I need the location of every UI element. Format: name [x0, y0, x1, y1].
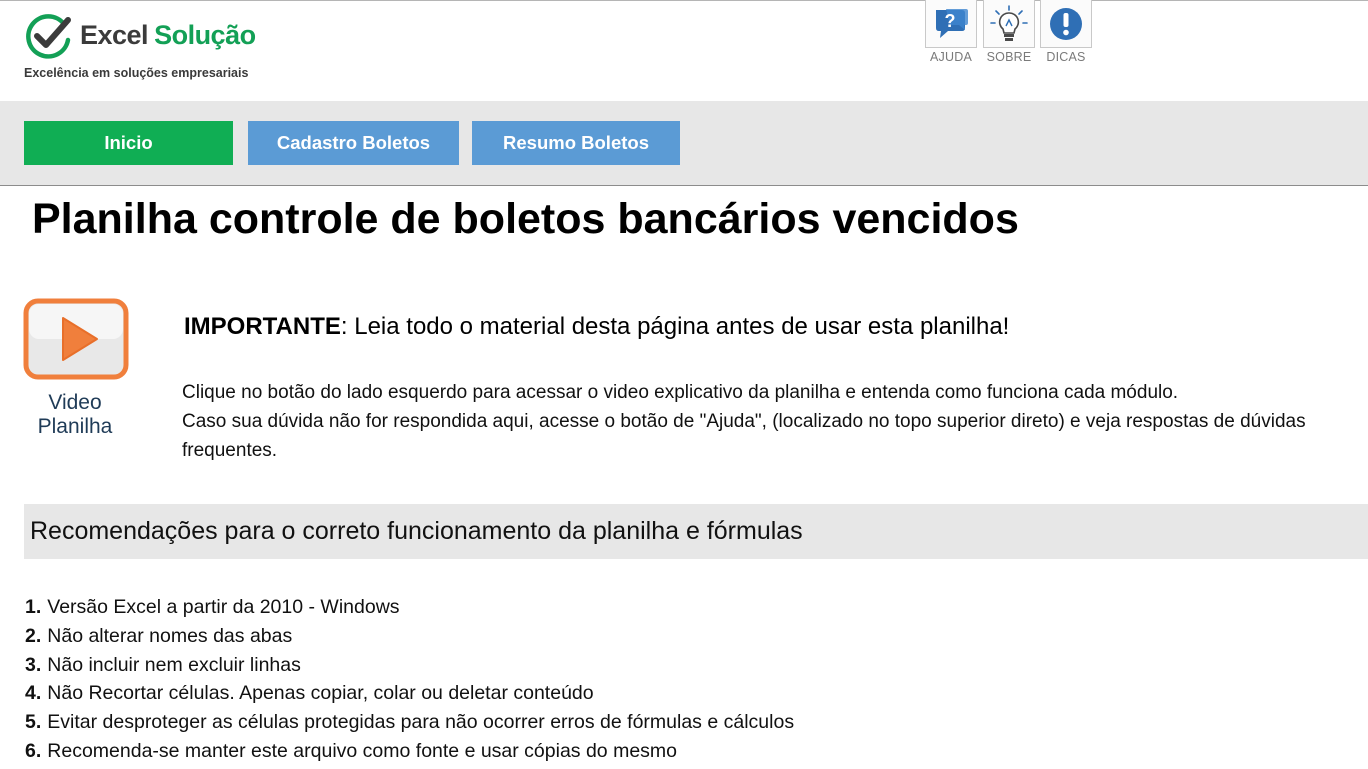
brand-name	[80, 20, 256, 51]
important-label: IMPORTANTE	[184, 313, 341, 340]
intro-line-1: Clique no botão do lado esquerdo para acessar o video explicativo da planilha e entenda como funciona cada módulo.	[182, 382, 1179, 403]
sobre-icon-box	[983, 0, 1035, 48]
nav-inicio-button[interactable]: Inicio	[24, 121, 233, 165]
intro-text	[182, 378, 1368, 465]
video-label	[22, 391, 128, 439]
video-label-line1: Video	[48, 391, 102, 414]
help-chat-icon	[932, 5, 970, 43]
list-item-number: 5.	[25, 711, 42, 734]
list-item-number: 3.	[25, 653, 42, 676]
video-play-icon	[23, 298, 129, 382]
list-item-number: 6.	[25, 739, 42, 762]
video-label-line2: Planilha	[37, 415, 113, 438]
important-text: : Leia todo o material desta página antes de usar esta planilha!	[340, 313, 1010, 340]
ajuda-label: AJUDA	[930, 50, 972, 64]
list-item	[25, 651, 794, 680]
brand-tagline: Excelência em soluções empresariais	[24, 66, 249, 80]
check-badge-icon	[24, 12, 74, 62]
nav-cadastro-boletos-button[interactable]: Cadastro Boletos	[248, 121, 459, 165]
ajuda-icon-box	[925, 0, 977, 48]
sobre-label: SOBRE	[986, 50, 1032, 64]
nav-resumo-boletos-button[interactable]: Resumo Boletos	[472, 121, 680, 165]
list-item-text: Evitar desproteger as células protegidas para não ocorrer erros de fórmulas e cálculos	[47, 711, 795, 734]
brand-name-excel: Excel	[80, 20, 149, 50]
list-item-text: Versão Excel a partir da 2010 - Windows	[47, 596, 400, 618]
recommendations-header	[24, 504, 1368, 559]
lightbulb-icon	[989, 4, 1029, 44]
video-planilha-button[interactable]	[22, 298, 132, 448]
top-border	[0, 0, 1368, 1]
nav-bar	[0, 101, 1368, 186]
list-item-number: 1.	[25, 596, 42, 618]
sobre-button[interactable]	[982, 0, 1036, 70]
page-title: Planilha controle de boletos bancários vencidos	[32, 195, 1019, 243]
dicas-label: DICAS	[1046, 50, 1086, 64]
list-item	[25, 737, 794, 766]
dicas-button[interactable]	[1039, 0, 1093, 70]
brand-name-solucao: Solução	[154, 20, 256, 50]
important-notice	[184, 313, 1009, 341]
list-item	[25, 593, 794, 622]
list-item-text: Recomenda-se manter este arquivo como fonte e usar cópias do mesmo	[47, 739, 677, 762]
dicas-icon-box	[1040, 0, 1092, 48]
recommendations-list	[25, 593, 794, 766]
list-item	[25, 622, 794, 651]
intro-line-2: Caso sua dúvida não for respondida aqui, acesse o botão de "Ajuda", (localizado no topo superior direto) e veja respostas de dúvidas frequentes.	[182, 411, 1306, 461]
list-item-text: Não Recortar células. Apenas copiar, colar ou deletar conteúdo	[47, 682, 594, 705]
list-item-number: 2.	[25, 624, 42, 647]
svg-text:?: ?	[944, 10, 956, 31]
list-item-text: Não alterar nomes das abas	[47, 624, 293, 647]
list-item	[25, 679, 794, 708]
recommendations-title: Recomendações para o correto funcionamento da planilha e fórmulas	[30, 517, 803, 545]
list-item-number: 4.	[25, 682, 42, 705]
ajuda-button[interactable]	[924, 0, 978, 70]
exclamation-icon	[1048, 6, 1084, 42]
list-item-text: Não incluir nem excluir linhas	[47, 653, 301, 676]
list-item	[25, 708, 794, 737]
